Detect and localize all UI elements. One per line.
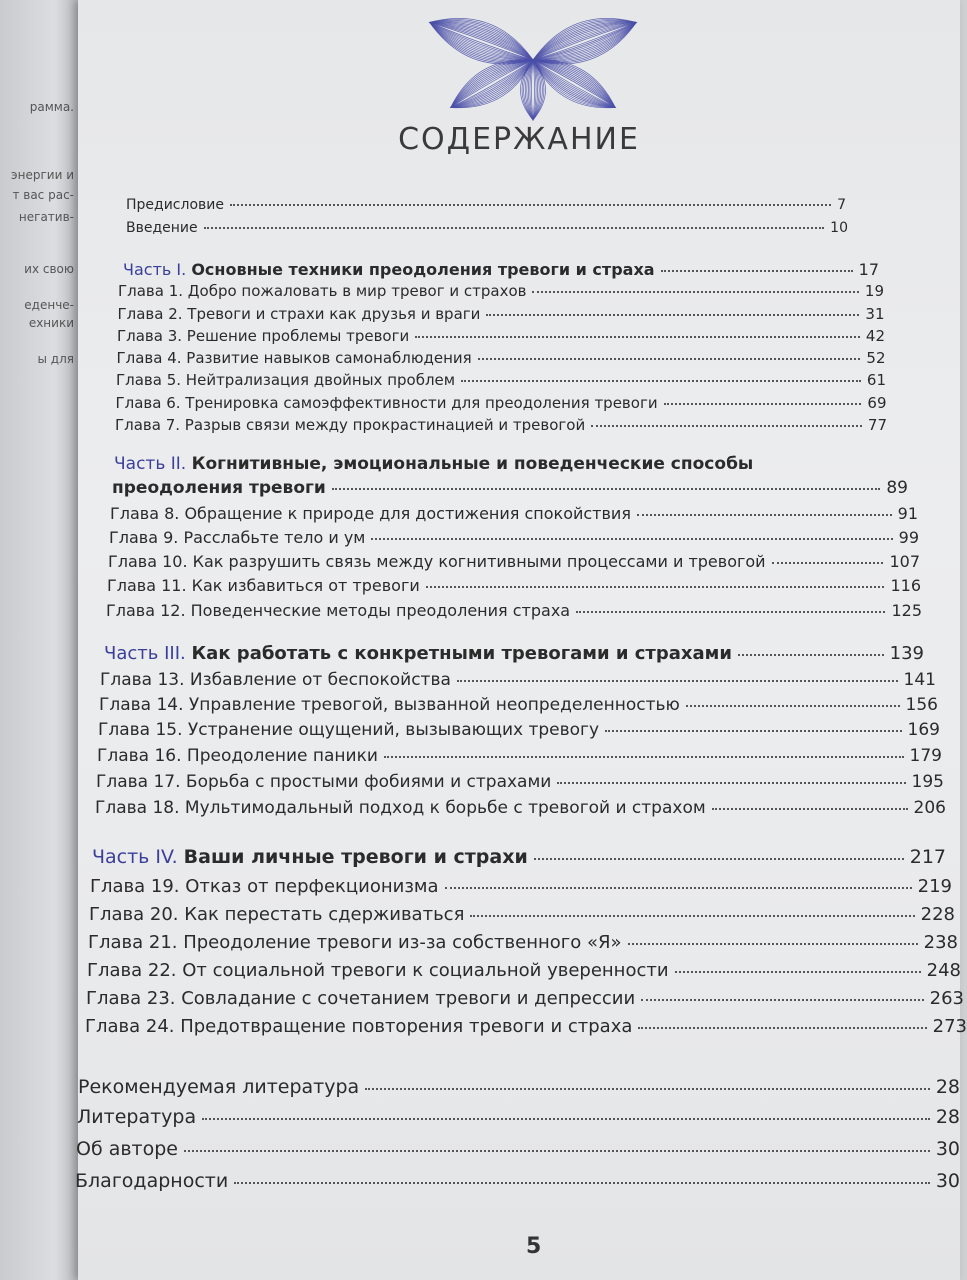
- toc-chapter: [85, 1016, 967, 1037]
- dot-leader: [234, 1180, 930, 1184]
- dot-leader: [591, 423, 862, 427]
- toc-chapter-label: Глава 10. Как разрушить связь между когнитивными процессами и тревогой: [108, 552, 766, 571]
- dot-leader: [445, 885, 912, 889]
- toc-chapter-label: Глава 21. Преодоление тревоги из-за собственного «Я»: [88, 932, 622, 953]
- toc-chapter-label: Глава 17. Борьба с простыми фобиями и страхами: [96, 772, 552, 792]
- toc-chapter: [87, 960, 961, 981]
- dot-leader: [486, 312, 859, 316]
- page-ref: 91: [897, 504, 918, 523]
- toc-chapter-label: Глава 20. Как перестать сдерживаться: [89, 904, 465, 925]
- page-ref: 10: [830, 220, 848, 236]
- dot-leader: [637, 512, 892, 516]
- page-ref: 69: [867, 394, 887, 412]
- toc-part: [114, 454, 854, 474]
- toc-chapter: [90, 876, 952, 897]
- dot-leader: [478, 356, 861, 360]
- dot-leader: [628, 941, 918, 945]
- part-number: Часть IV.: [92, 846, 178, 868]
- toc-entry-intro-label: Введение: [126, 220, 198, 236]
- dot-leader: [576, 609, 885, 613]
- toc-chapter-label: Глава 24. Предотвращение повторения тревоги и страха: [85, 1016, 633, 1037]
- page-ref: 30: [935, 1170, 960, 1192]
- dot-leader: [384, 754, 904, 758]
- toc-chapter: [117, 349, 886, 367]
- page-ref: 89: [886, 478, 908, 498]
- part-number: Часть I.: [123, 260, 187, 279]
- page-ref: 156: [905, 695, 938, 715]
- toc-chapter: [99, 695, 938, 715]
- page-ref: 217: [909, 846, 946, 868]
- toc-back-matter-label: Рекомендуемая литература: [78, 1076, 360, 1098]
- previous-page-text-fragment: еденче-: [24, 298, 74, 312]
- page-ref: 99: [898, 528, 919, 547]
- dot-leader: [457, 678, 898, 682]
- dot-leader: [230, 202, 831, 206]
- contents-heading: СОДЕРЖАНИЕ: [398, 122, 640, 157]
- page-ref: 139: [889, 643, 924, 664]
- toc-entry-intro-label: Предисловие: [126, 197, 224, 213]
- toc-chapter-label: Глава 9. Расслабьте тело и ум: [109, 528, 366, 547]
- dot-leader: [664, 401, 862, 405]
- dot-leader: [712, 806, 908, 810]
- page-ref: 7: [837, 197, 846, 213]
- contents-page: [75, 0, 967, 1280]
- dot-leader: [661, 268, 853, 272]
- toc-chapter-label: Глава 22. От социальной тревоги к социальной уверенности: [87, 960, 669, 981]
- toc-chapter: [107, 576, 921, 595]
- previous-page-text-fragment: ехники: [28, 316, 74, 330]
- part-title: Как работать с конкретными тревогами и страхами: [191, 643, 732, 664]
- toc-chapter-label: Глава 11. Как избавиться от тревоги: [107, 576, 420, 595]
- previous-page-text-fragment: рамма.: [29, 100, 74, 114]
- previous-page-edge: [0, 0, 78, 1280]
- toc-chapter-label: Глава 4. Развитие навыков самонаблюдения: [116, 349, 472, 367]
- dot-leader: [426, 584, 885, 588]
- dot-leader: [202, 1116, 930, 1120]
- toc-back-matter: [76, 1138, 960, 1160]
- dot-leader: [605, 728, 901, 732]
- page-ref: 195: [911, 772, 944, 792]
- page-ref: 219: [917, 876, 952, 897]
- toc-part-continuation: [112, 478, 908, 498]
- toc-back-matter-label: Благодарности: [75, 1170, 229, 1192]
- dot-leader: [365, 1086, 930, 1090]
- toc-chapter: [118, 282, 884, 300]
- dot-leader: [641, 997, 923, 1001]
- part-title: Ваши личные тревоги и страхи: [183, 846, 528, 868]
- toc-chapter-label: Глава 14. Управление тревогой, вызванной неопределенностью: [99, 695, 680, 715]
- dot-leader: [461, 378, 861, 382]
- toc-chapter-label: Глава 19. Отказ от перфекционизма: [90, 876, 439, 897]
- page-ref: 116: [890, 576, 921, 595]
- toc-chapter: [116, 394, 887, 412]
- dot-leader: [184, 1148, 930, 1152]
- part-number: Часть II.: [114, 454, 187, 474]
- toc-chapter: [95, 798, 946, 818]
- toc-chapter-label: Глава 5. Нейтрализация двойных проблем: [116, 371, 456, 389]
- toc-back-matter: [78, 1076, 960, 1098]
- dot-leader: [675, 969, 921, 973]
- dot-leader: [415, 334, 860, 338]
- page-ref: 263: [929, 988, 964, 1009]
- dot-leader: [686, 703, 900, 707]
- previous-page-text-fragment: энергии и: [11, 168, 74, 182]
- previous-page-text-fragment: их свою: [24, 262, 74, 276]
- toc-chapter: [115, 416, 887, 434]
- previous-page-text-fragment: ы для: [37, 352, 74, 366]
- dot-leader: [204, 225, 825, 229]
- toc-chapter: [117, 327, 885, 345]
- dot-leader: [534, 856, 904, 860]
- toc-chapter-label: Глава 16. Преодоление паники: [97, 746, 378, 766]
- toc-chapter-label: Глава 8. Обращение к природе для достижения спокойствия: [110, 504, 631, 523]
- toc-chapter-label: Глава 2. Тревоги и страхи как друзья и враги: [117, 305, 481, 323]
- dot-leader: [532, 289, 858, 293]
- dot-leader: [772, 560, 884, 564]
- page-ref: 19: [864, 282, 884, 300]
- toc-chapter: [109, 528, 919, 547]
- toc-chapter-label: Глава 23. Совладание с сочетанием тревоги и депрессии: [86, 988, 636, 1009]
- page-ref: 61: [866, 371, 886, 389]
- toc-chapter: [98, 720, 940, 740]
- toc-chapter-label: Глава 6. Тренировка самоэффективности для преодоления тревоги: [115, 394, 658, 412]
- toc-chapter-label: Глава 3. Решение проблемы тревоги: [117, 327, 410, 345]
- toc-back-matter-label: Литература: [77, 1106, 197, 1128]
- page-ref: 206: [913, 798, 946, 818]
- table-of-contents: [75, 0, 967, 1280]
- page-ref: 28: [935, 1106, 960, 1128]
- page-ref: 125: [891, 601, 922, 620]
- toc-chapter-label: Глава 18. Мультимодальный подход к борьбе с тревогой и страхом: [95, 798, 706, 818]
- toc-chapter: [96, 772, 944, 792]
- page-ref: 273: [932, 1016, 967, 1037]
- dot-leader: [557, 780, 905, 784]
- toc-chapter-label: Глава 7. Разрыв связи между прокрастинацией и тревогой: [115, 416, 586, 434]
- toc-chapter: [110, 504, 918, 523]
- toc-chapter: [89, 904, 955, 925]
- page-ref: 169: [907, 720, 940, 740]
- page-ref: 248: [926, 960, 961, 981]
- toc-chapter: [108, 552, 920, 571]
- dot-leader: [332, 486, 881, 490]
- page-ref: 179: [909, 746, 942, 766]
- toc-back-matter-label: Об авторе: [76, 1138, 178, 1160]
- toc-chapter-label: Глава 1. Добро пожаловать в мир тревог и страхов: [118, 282, 527, 300]
- dot-leader: [738, 652, 884, 656]
- toc-chapter: [106, 601, 922, 620]
- toc-entry-intro: [126, 220, 848, 236]
- page-ref: 107: [889, 552, 920, 571]
- toc-chapter: [86, 988, 964, 1009]
- part-title: Основные техники преодоления тревоги и страха: [191, 260, 655, 279]
- part-number: Часть III.: [104, 643, 186, 664]
- page-ref: 42: [865, 327, 885, 345]
- toc-part: [104, 643, 924, 664]
- page-ref: 77: [867, 416, 887, 434]
- page-ref: 228: [920, 904, 955, 925]
- toc-back-matter: [77, 1106, 960, 1128]
- page-ref: 17: [858, 260, 879, 279]
- toc-chapter: [100, 670, 936, 690]
- page-ref: 30: [935, 1138, 960, 1160]
- page-ref: 141: [903, 670, 936, 690]
- toc-chapter-label: Глава 15. Устранение ощущений, вызывающих тревогу: [98, 720, 600, 740]
- toc-chapter: [116, 371, 886, 389]
- toc-entry-intro: [126, 197, 846, 213]
- toc-chapter: [97, 746, 942, 766]
- toc-back-matter: [75, 1170, 960, 1192]
- dot-leader: [371, 536, 892, 540]
- part-title: Когнитивные, эмоциональные и поведенческие способы: [191, 454, 754, 474]
- toc-part: [123, 260, 879, 279]
- page-ref: 28: [935, 1076, 960, 1098]
- page-ref: 238: [923, 932, 958, 953]
- toc-part-continuation-label: преодоления тревоги: [112, 478, 326, 498]
- toc-chapter: [88, 932, 958, 953]
- dot-leader: [470, 913, 914, 917]
- page-ref: 31: [865, 305, 885, 323]
- toc-chapter-label: Глава 12. Поведенческие методы преодоления страха: [106, 601, 571, 620]
- previous-page-text-fragment: т вас рас-: [12, 188, 74, 202]
- page-ref: 52: [866, 349, 886, 367]
- dot-leader: [638, 1025, 926, 1029]
- toc-chapter-label: Глава 13. Избавление от беспокойства: [100, 670, 451, 690]
- toc-part: [92, 846, 946, 868]
- previous-page-text-fragment: негатив-: [18, 210, 74, 224]
- toc-chapter: [118, 305, 885, 323]
- page-number: 5: [526, 1234, 542, 1259]
